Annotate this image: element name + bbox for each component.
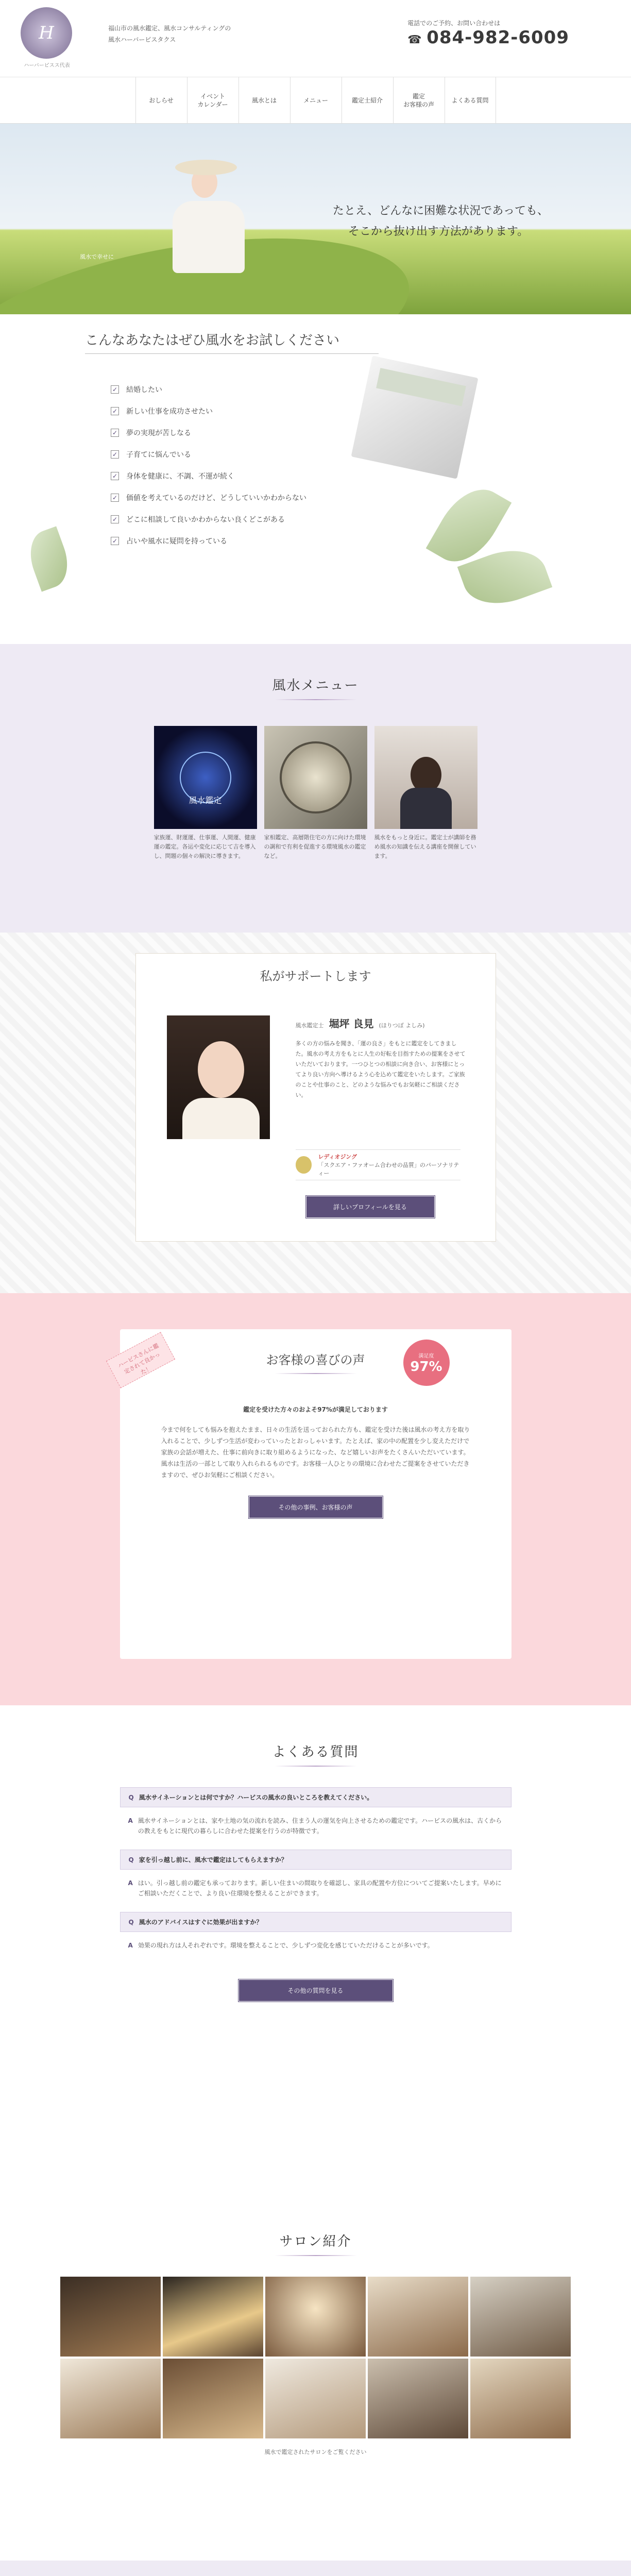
faq-answer <box>120 1932 511 1964</box>
menu-section <box>0 644 631 933</box>
concern-text: 子育てに悩んでいる <box>126 451 191 459</box>
faq-more-button[interactable]: その他の質問を見る <box>238 1979 393 2002</box>
menu-image-seminar[interactable] <box>374 726 477 829</box>
list-item <box>111 530 306 552</box>
voice-section <box>0 1293 631 1705</box>
supporter-photo <box>167 1015 270 1139</box>
salon-photo <box>60 2277 161 2357</box>
salon-caption: 風水で鑑定されたサロンをご覧ください <box>264 2449 367 2455</box>
hero-woman-image <box>170 160 247 273</box>
supporter-bio: 多くの方の悩みを聞き、「運の良さ」をもとに鑑定をしてきました。風水の考え方をもとに人生の好転を目指すための提案をさせていただいております。一つひとつの相談に向き合い、お客様にとってより良い方向へ導けるよう心を込めて鑑定をいたします。ご家族のことや仕事のこと、どのような悩みでもお気軽にご相談ください。 <box>295 1040 466 1098</box>
site-header <box>0 0 631 77</box>
faq-section <box>0 1705 631 2215</box>
a-icon: A <box>128 1879 133 1887</box>
concern-text: 結婚したい <box>126 386 162 394</box>
answer-text: 風水サイネーションとは、家や土地の気の流れを読み、住まう人の運気を向上させるための鑑定です。ハービスの風水は、古くからの教えをもとに現代の暮らしに合わせた提案を行うのが特徴です。 <box>138 1817 502 1835</box>
hero-line-1: たとえ、どんなに困難な状況であっても、 <box>332 205 549 217</box>
q-icon: Q <box>128 1919 134 1926</box>
checkbox-icon: ✓ <box>111 472 119 480</box>
hero-banner <box>0 124 631 314</box>
logo-text: ハーバーピスス代表 <box>24 63 70 69</box>
tel-text: 084-982-6009 <box>427 27 569 48</box>
hero-caption: 風水で幸せに <box>80 253 114 260</box>
nav-event-calendar[interactable]: イベント カレンダー <box>187 77 238 124</box>
flourish-icon <box>275 1766 357 1767</box>
salon-section <box>0 2215 631 2561</box>
menu-caption: 家相鑑定、高層階住宅の方に向けた環境の調和で有利を促進する環境風水の鑑定など。 <box>264 834 366 859</box>
concern-text: 占いや風水に疑問を持っている <box>126 537 227 546</box>
faq-question[interactable] <box>120 1787 511 1807</box>
calculator-image <box>351 355 479 479</box>
salon-photo <box>265 2277 366 2357</box>
supporter-title: 私がサポートします <box>260 969 371 984</box>
satisfaction-label: 満足度 <box>418 1353 434 1359</box>
supporter-section <box>0 933 631 1293</box>
tagline-line-1: 福山市の風水鑑定、風水コンサルティングの <box>108 25 231 32</box>
salon-photo <box>368 2359 468 2438</box>
checkbox-icon: ✓ <box>111 537 119 545</box>
voice-ribbon: ハービスさんに鑑定されて良かった！ <box>106 1332 175 1388</box>
checkbox-icon: ✓ <box>111 515 119 523</box>
tagline <box>108 23 231 45</box>
list-item <box>111 487 306 509</box>
question-text: 風水のアドバイスはすぐに効果が出ますか？ <box>139 1919 263 1926</box>
nav-appraiser[interactable]: 鑑定士紹介 <box>342 77 393 124</box>
salon-photo <box>368 2277 468 2357</box>
menu-grid <box>0 726 631 861</box>
leaf-decoration <box>22 526 75 591</box>
voice-card <box>116 1329 511 1659</box>
flourish-icon <box>275 2255 357 2256</box>
satisfaction-badge <box>403 1340 450 1386</box>
radio-badge <box>296 1149 461 1180</box>
menu-card[interactable] <box>264 726 367 861</box>
nav-about-fengshui[interactable]: 風水とは <box>238 77 290 124</box>
list-item <box>111 509 306 530</box>
logo-icon[interactable] <box>21 7 72 59</box>
supporter-name-text: 堀坪 良見 <box>329 1018 374 1030</box>
answer-text: はい。引っ越し前の鑑定も承っております。新しい住まいの間取りを確認し、家具の配置や方位についてご提案いたします。早めにご相談いただくことで、より良い住環境を整えることができます。 <box>138 1879 502 1897</box>
nav-news[interactable]: おしらせ <box>135 77 187 124</box>
concern-text: どこに相談して良いかわからない良くどこがある <box>126 516 285 524</box>
salon-gallery <box>0 2359 631 2438</box>
satisfaction-value: 97% <box>410 1359 442 1375</box>
divider <box>85 353 379 354</box>
header-tel <box>407 19 569 48</box>
menu-caption: 家族運、財運運、仕事運、人間運、健康運の鑑定。各运や変化に応じて吉を導入し、問題の個々の解決に導きます。 <box>154 834 256 859</box>
voice-lead: 鑑定を受けた方々のおよそ97%が満足しております <box>243 1406 388 1413</box>
concern-text: 身体を健康に、不調、不運が続く <box>126 472 234 481</box>
nav-voice[interactable]: 鑑定 お客様の声 <box>393 77 445 124</box>
a-icon: A <box>128 1942 133 1949</box>
menu-image-appraisal[interactable] <box>154 726 257 829</box>
checkbox-icon: ✓ <box>111 407 119 415</box>
question-text: 風水サイネーションとは何ですか？ハービスの風水の良いところを教えてください。 <box>139 1794 373 1801</box>
logo-initial: H <box>39 23 54 43</box>
main-nav <box>0 77 631 124</box>
salon-photo <box>470 2277 571 2357</box>
supporter-card <box>135 953 496 1242</box>
flourish-icon <box>275 699 357 700</box>
voice-body: 今まで何をしても悩みを抱えたまま、日々の生活を送っておられた方も、鑑定を受けた後は風水の考え方を取り入れることで、少しずつ生活が変わっていったとおっしゃいます。たとえば、家の中の配置を少し変えただけで家族の会話が増えた、仕事に前向きに取り組めるようになった、など嬉しいお声をたくさんいただいています。風水は生活の一部として取り入れられるものです。お客様一人ひとりの環境に合わせたご提案をさせていただきますので、ぜひお気軽にご相談ください。 <box>161 1426 470 1479</box>
profile-button[interactable]: 詳しいプロフィールを見る <box>306 1196 435 1218</box>
badge-title: レディオジング <box>318 1154 357 1160</box>
list-item <box>111 422 306 444</box>
a-icon: A <box>128 1817 133 1824</box>
menu-card[interactable] <box>154 726 257 861</box>
checkbox-icon: ✓ <box>111 450 119 459</box>
concern-title: こんなあなたはぜひ風水をお試しください <box>85 333 340 348</box>
q-icon: Q <box>128 1856 134 1863</box>
tel-label: 電話でのご予約、お問い合わせは <box>407 20 501 27</box>
list-item <box>111 465 306 487</box>
voice-title: お客様の喜びの声 <box>266 1353 365 1367</box>
menu-title: 風水メニュー <box>272 678 359 693</box>
hero-message <box>333 201 549 242</box>
salon-photo <box>60 2359 161 2438</box>
salon-photo <box>163 2359 263 2438</box>
faq-title: よくある質問 <box>272 1744 359 1760</box>
faq-list <box>120 1787 511 1964</box>
salon-title: サロン紹介 <box>279 2234 352 2249</box>
nav-menu[interactable]: メニュー <box>290 77 342 124</box>
list-item <box>111 400 306 422</box>
news-section <box>0 2561 631 2576</box>
answer-text: 効果の現れ方は人それぞれです。環境を整えることで、少しずつ変化を感じていただけることが多いです。 <box>138 1942 434 1949</box>
salon-gallery <box>0 2277 631 2357</box>
faq-question[interactable] <box>120 1850 511 1870</box>
question-text: 家を引っ越し前に、風水で鑑定はしてもらえますか？ <box>139 1856 287 1863</box>
list-item <box>111 444 306 465</box>
hero-line-2: そこから抜け出す方法があります。 <box>348 225 529 238</box>
tel-number[interactable]: ☎ 084-982-6009 <box>407 27 569 48</box>
concern-text: 新しい仕事を成功させたい <box>126 408 213 416</box>
salon-photo <box>265 2359 366 2438</box>
q-icon: Q <box>128 1794 134 1801</box>
supporter-kana: (ほりつぼ よしみ) <box>379 1022 425 1029</box>
supporter-name <box>296 1015 425 1030</box>
concern-text: 夢の実現が苦しなる <box>126 429 191 437</box>
list-item <box>111 379 306 400</box>
faq-answer <box>120 1807 511 1850</box>
checkbox-icon: ✓ <box>111 385 119 394</box>
salon-photo <box>470 2359 571 2438</box>
menu-caption: 風水をもっと身近に。鑑定士が講師を務め風水の知識を伝える講座を開催しています。 <box>374 834 476 859</box>
menu-card[interactable] <box>374 726 477 861</box>
concern-text: 価値を考えているのだけど、どうしていいかわからない <box>126 494 306 502</box>
salon-photo <box>163 2277 263 2357</box>
faq-answer <box>120 1870 511 1912</box>
menu-image-compass[interactable] <box>264 726 367 829</box>
menu-overlay-label: 風水鑑定 <box>189 795 222 805</box>
tagline-line-2: 風水ハーバービスタクス <box>108 36 176 43</box>
radio-icon <box>296 1156 312 1174</box>
checkbox-icon: ✓ <box>111 429 119 437</box>
concern-list <box>111 379 306 552</box>
nav-faq[interactable]: よくある質問 <box>445 77 496 124</box>
flourish-icon <box>275 1373 357 1374</box>
voice-more-button[interactable]: その他の事例、お客様の声 <box>249 1496 383 1518</box>
badge-text: 「スクエア・ファオーム合わせの品質」のパーソナリティー <box>318 1162 459 1177</box>
faq-question[interactable] <box>120 1912 511 1932</box>
concern-section <box>0 314 631 644</box>
supporter-role: 風水鑑定士 <box>295 1022 324 1029</box>
checkbox-icon: ✓ <box>111 494 119 502</box>
